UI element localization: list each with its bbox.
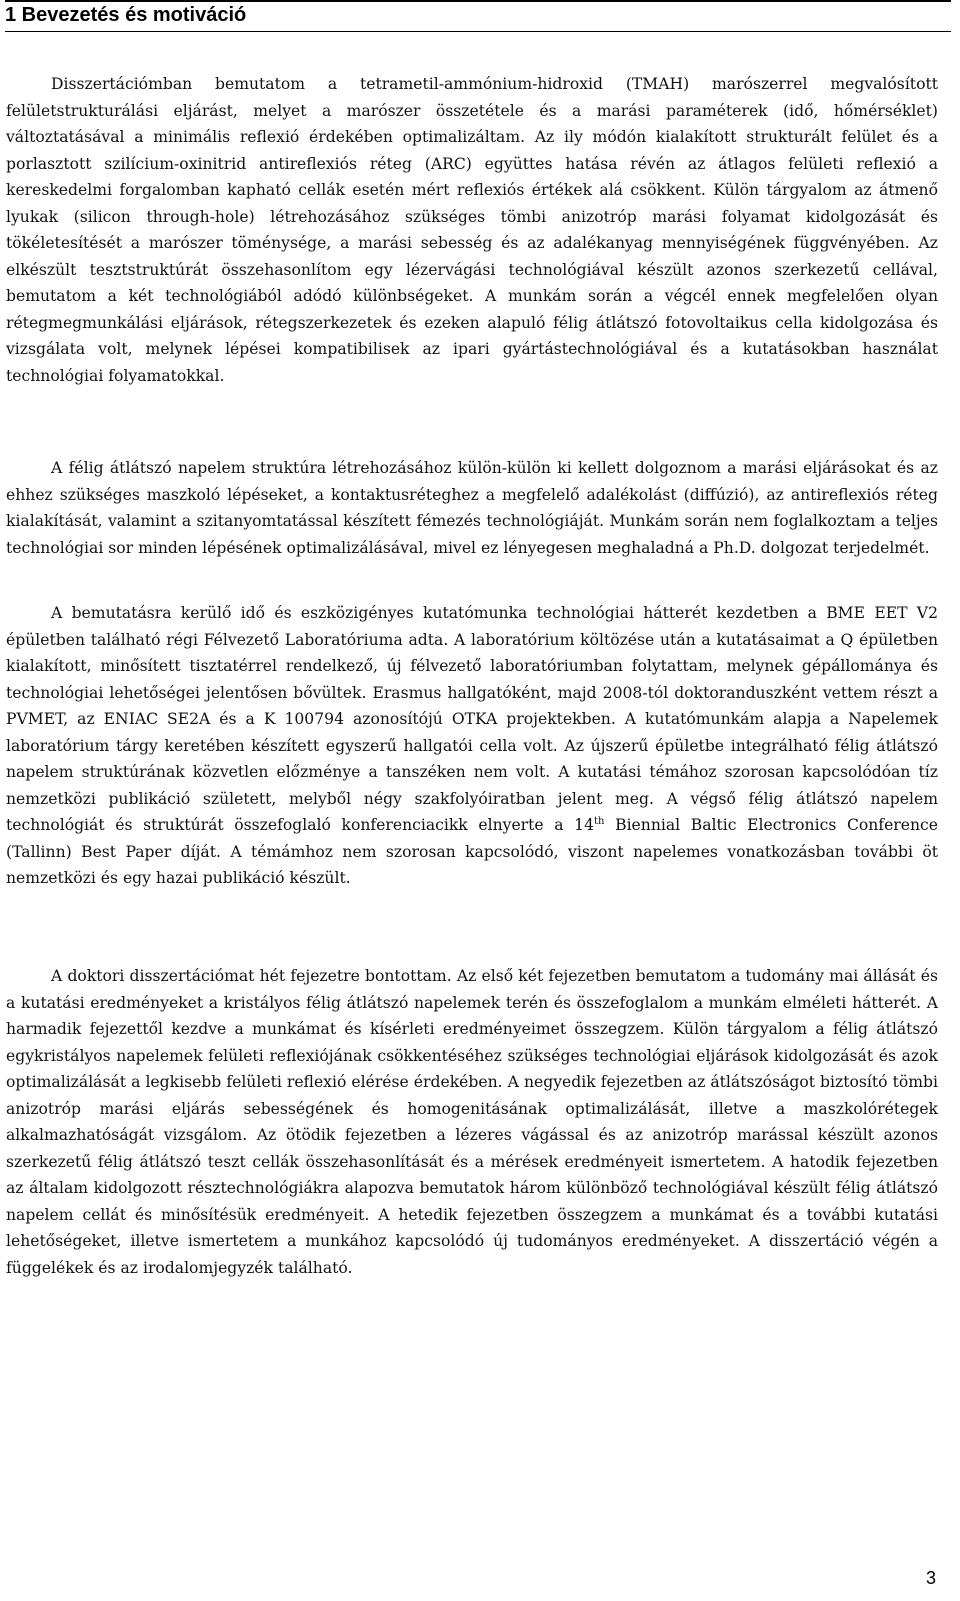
paragraph-research-background: [6, 600, 938, 892]
paragraph-chapter-overview: A doktori disszertációmat hét fejezetre bontottam. Az első két fejezetben bemutatom a tudomány mai állását és a kutatási eredményeket a kristályos félig átlátszó napelemek terén és összefoglalom a munkám elméleti hátterét. A harmadik fejezettől kezdve a munkámat és kísérleti eredményeimet összegzem. Külön tárgyalom a félig átlátszó egykristályos napelemek felületi reflexiójának csökkentéséhez szükséges technológiai eljárások kidolgozását és azok optimalizálását a legkisebb felületi reflexió elérése érdekében. A negyedik fejezetben az átlátszóságot biztosító tömbi anizotróp marási eljárás sebességének és homogenitásának optimalizálását, illetve a maszkolórétegek alkalmazhatóságát vizsgálom. Az ötödik fejezetben a lézeres vágással és az anizotróp marással készült azonos szerkezetű félig átlátszó teszt cellák összehasonlítását és a mérések eredményeit ismertetem. A hatodik fejezetben az általam kidolgozott résztechnológiákra alapozva bemutatok három különböző technológiával készült félig átlátszó napelem cellát és minősítésük eredményeit. A hetedik fejezetben összegzem a munkámat és a további kutatási lehetőségeket, illetve ismertetem a munkához kapcsolódó új tudományos eredményeket. A disszertáció végén a függelékek és az irodalomjegyzék található.: [6, 967, 938, 1277]
paragraph-intro: Disszertációmban bemutatom a tetrametil-ammónium-hidroxid (TMAH) marószerrel megvalósított felületstrukturálási eljárást, melyet a marószer összetétele és a marási paraméterek (idő, hőmérséklet) változtatásával a minimális reflexió érdekében optimalizáltam. Az ily módón kialakított strukturált felület és a porlasztott szilícium-oxinitrid antireflexiós réteg (ARC) együttes hatása révén az átlagos felületi reflexió a kereskedelmi forgalomban kapható cellák esetén mért reflexiós értékek alá csökkent. Külön tárgyalom az átmenő lyukak (silicon through-hole) létrehozásához szükséges tömbi anizotróp marási folyamat kidolgozását és tökéletesítését a marószer töménysége, a marási sebesség és az adalékanyag mennyiségének függvényében. Az elkészült tesztstruktúrát összehasonlítom egy lézervágási technológiával készült azonos szerkezetű cellával, bemutatom a két technológiából adódó különbségeket. A munkám során a végcél ennek megfelelően olyan rétegmegmunkálási eljárások, rétegszerkezetek és ezeken alapuló félig átlátszó fotovoltaikus cella kidolgozása és vizsgálata volt, melynek lépései kompatibilisek az ipari gyártástechnológiával és a kutatásokban használat technológiai folyamatokkal.: [6, 75, 938, 385]
page-number: 3: [925, 1568, 936, 1588]
paragraph-text: A bemutatásra kerülő idő és eszközigényes kutatómunka technológiai hátterét kezdetben a BME EET V2 épületben található régi Félvezető Laboratóriuma adta. A laboratórium költözése után a kutatásaimat a Q épületben kialakított, minősített tisztatérrel rendelkező, új félvezető laboratóriumban folytattam, melynek gépállománya és technológiai lehetőségei jelentősen bővültek. Erasmus hallgatóként, majd 2008-tól doktoranduszként vettem részt a PVMET, az ENIAC SE2A és a K 100794 azonosítójú OTKA projektekben. A kutatómunkám alapja a Napelemek laboratórium tárgy keretében készített egyszerű hallgatói cella volt. Az újszerű épületbe integrálható félig átlátszó napelem struktúrának közvetlen előzménye a tanszéken nem volt. A kutatási témához szorosan kapcsolódóan tíz nemzetközi publikáció született, melyből négy szakfolyóiratban jelent meg. A végső félig átlátszó napelem technológiát és struktúrát összefoglaló konferenciacikk elnyerte a 14: [6, 604, 938, 834]
paragraph-text-continued: Biennial Baltic Electronics Conference (Tallinn) Best Paper díját. A témámhoz nem szorosan kapcsolódó, viszont napelemes vonatkozásban további öt nemzetközi és egy hazai publikáció készült.: [6, 816, 938, 887]
paragraph-technology-steps: A félig átlátszó napelem struktúra létrehozásához külön-külön ki kellett dolgoznom a marási eljárásokat és az ehhez szükséges maszkoló lépéseket, a kontaktusréteghez a megfelelő adalékolást (diffúzió), az antireflexiós réteg kialakítását, valamint a szitanyomtatással készített fémezés technológiáját. Munkám során nem foglalkoztam a teljes technológiai sor minden lépésének optimalizálásával, mivel ez lényegesen meghaladná a Ph.D. dolgozat terjedelmét.: [6, 459, 938, 557]
section-heading: 1 Bevezetés és motiváció: [5, 0, 951, 32]
ordinal-superscript: th: [594, 816, 605, 827]
